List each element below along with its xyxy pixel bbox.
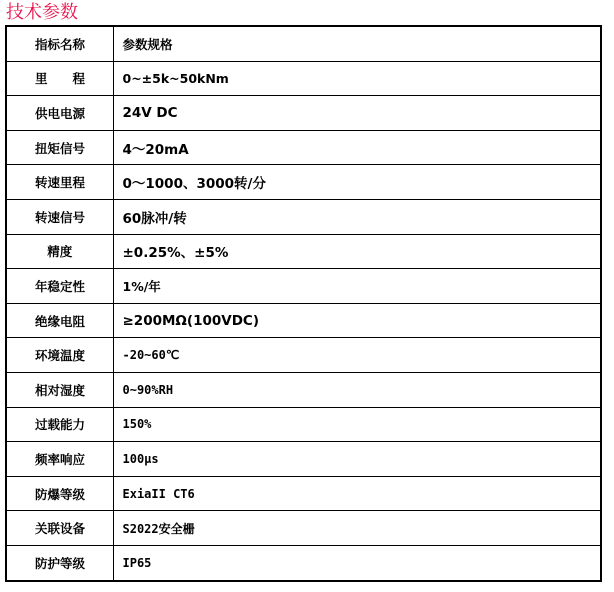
- table-row: [6, 61, 601, 96]
- param-name: 里 程: [6, 61, 113, 96]
- param-value: ≥200MΩ(100VDC): [113, 303, 601, 338]
- table-row: [6, 338, 601, 373]
- param-value: ±0.25%、±5%: [113, 234, 601, 269]
- table-row: [6, 269, 601, 304]
- param-value: 24V DC: [113, 96, 601, 131]
- table-row: [6, 442, 601, 477]
- param-name: 防护等级: [6, 545, 113, 580]
- spec-table: [5, 25, 602, 582]
- table-header-row: [6, 26, 601, 61]
- param-name: 转速信号: [6, 199, 113, 234]
- param-value: 150%: [113, 407, 601, 442]
- param-value: 1%/年: [113, 269, 601, 304]
- table-row: [6, 545, 601, 580]
- param-name: 转速里程: [6, 165, 113, 200]
- param-name: 绝缘电阻: [6, 303, 113, 338]
- table-row: [6, 96, 601, 131]
- param-name: 相对湿度: [6, 372, 113, 407]
- param-value: 100μs: [113, 442, 601, 477]
- param-value: 0~±5k~50kNm: [113, 61, 601, 96]
- table-row: [6, 372, 601, 407]
- param-value: 0~90%RH: [113, 372, 601, 407]
- param-value: 60脉冲/转: [113, 199, 601, 234]
- param-value: ExiaII CT6: [113, 476, 601, 511]
- param-value: IP65: [113, 545, 601, 580]
- header-name-cell: 指标名称: [6, 26, 113, 61]
- table-row: [6, 130, 601, 165]
- param-name: 年稳定性: [6, 269, 113, 304]
- table-row: [6, 407, 601, 442]
- param-name: 供电电源: [6, 96, 113, 131]
- param-value: S2022安全栅: [113, 511, 601, 546]
- table-row: [6, 165, 601, 200]
- table-row: [6, 234, 601, 269]
- table-row: [6, 476, 601, 511]
- table-row: [6, 511, 601, 546]
- param-name: 过载能力: [6, 407, 113, 442]
- header-value-cell: 参数规格: [113, 26, 601, 61]
- table-row: [6, 303, 601, 338]
- param-name: 关联设备: [6, 511, 113, 546]
- page-title: 技术参数: [6, 2, 78, 23]
- param-value: 0～1000、3000转/分: [113, 165, 601, 200]
- param-value: 4～20mA: [113, 130, 601, 165]
- table-row: [6, 199, 601, 234]
- param-name: 频率响应: [6, 442, 113, 477]
- param-name: 扭矩信号: [6, 130, 113, 165]
- param-name: 环境温度: [6, 338, 113, 373]
- param-name: 防爆等级: [6, 476, 113, 511]
- param-name: 精度: [6, 234, 113, 269]
- param-value: -20~60℃: [113, 338, 601, 373]
